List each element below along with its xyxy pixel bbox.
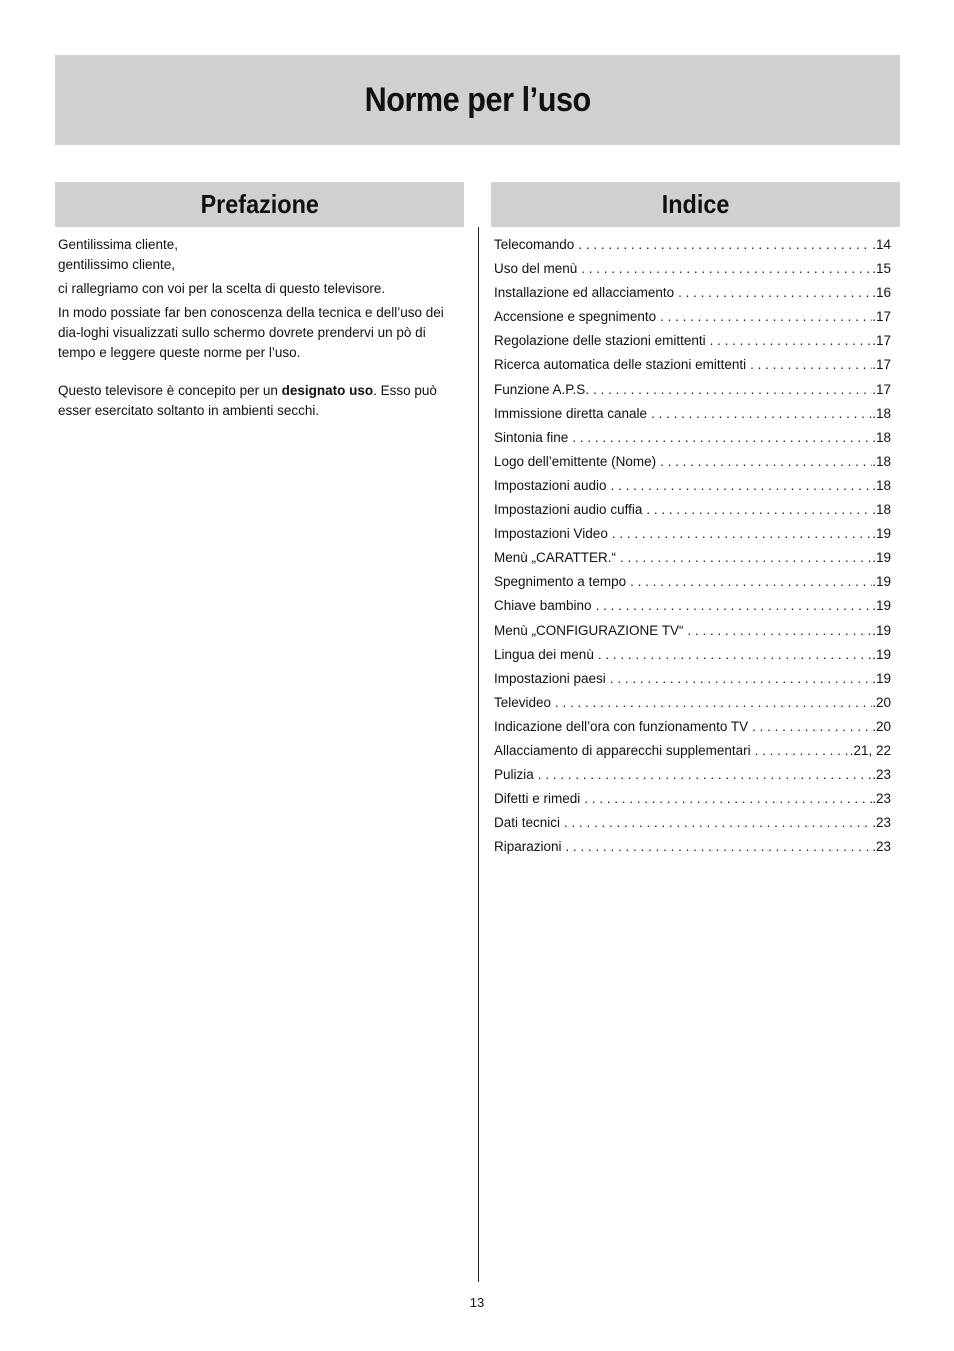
preface-text <box>58 235 462 421</box>
index-entry <box>494 259 891 283</box>
index-entry-page: .23 <box>872 767 891 783</box>
index-list <box>494 235 891 861</box>
dot-leader <box>612 524 872 544</box>
column-divider <box>478 227 479 1282</box>
index-entry-page: .23 <box>872 815 891 831</box>
index-entry-label: Ricerca automatica delle stazioni emittenti <box>494 357 747 373</box>
preface-heading: Prefazione <box>200 189 319 219</box>
index-entry-label: Accensione e spegnimento <box>494 309 657 325</box>
dot-leader <box>578 235 872 255</box>
index-entry-label: Impostazioni audio cuffia <box>494 502 643 518</box>
dot-leader <box>620 548 872 568</box>
dot-leader <box>584 789 872 809</box>
index-entry-page: .18 <box>872 405 891 421</box>
index-entry-label: Indicazione dell’ora con funzionamento TV <box>494 718 749 734</box>
index-entry-page: .19 <box>872 622 891 638</box>
dot-leader <box>538 765 872 785</box>
index-entry-page: .15 <box>872 261 891 277</box>
index-entry-page: .17 <box>872 381 891 397</box>
dot-leader <box>750 355 872 375</box>
designated-use-emphasis: designato uso <box>281 383 374 398</box>
index-entry-label: Televideo <box>494 694 552 710</box>
index-entry-label: Telecomando <box>494 237 575 252</box>
greeting-line-2: gentilissimo cliente, <box>58 257 176 272</box>
page-number: 13 <box>469 1295 485 1310</box>
index-entry <box>494 380 891 404</box>
index-entry-label: Chiave bambino <box>494 598 592 614</box>
index-entry <box>494 548 891 572</box>
preface-paragraph-3-end: . Esso può esser esercitato soltanto in ambienti secchi. <box>58 383 437 418</box>
dot-leader <box>581 259 872 279</box>
index-entry-page: .17 <box>872 357 891 373</box>
preface-paragraph-3-start: Questo televisore è concepito per un <box>58 383 282 398</box>
index-entry-page: .23 <box>872 791 891 807</box>
index-entry <box>494 452 891 476</box>
index-entry-label: Riparazioni <box>494 839 562 855</box>
index-entry <box>494 572 891 596</box>
index-entry-page: .17 <box>872 333 891 349</box>
dot-leader <box>555 693 872 713</box>
dot-leader <box>596 596 873 616</box>
dot-leader <box>660 307 872 327</box>
dot-leader <box>566 837 873 857</box>
index-entry-page: .16 <box>872 285 891 301</box>
index-entry-page: .19 <box>872 646 891 662</box>
index-entry <box>494 693 891 717</box>
index-entry-label: Difetti e rimedi <box>494 791 581 807</box>
index-entry <box>494 524 891 548</box>
index-entry-page: .21, 22 <box>849 742 891 758</box>
index-entry-label: Impostazioni audio <box>494 477 607 493</box>
dot-leader <box>611 476 873 496</box>
index-entry-page: .18 <box>872 429 891 445</box>
dot-leader <box>688 621 873 641</box>
index-entry-label: Uso del menù <box>494 261 578 277</box>
index-entry-page: .14 <box>872 237 891 252</box>
index-entry-label: Impostazioni Video <box>494 526 608 542</box>
index-entry-page: .23 <box>872 839 891 855</box>
index-entry-label: Dati tecnici <box>494 815 561 831</box>
index-entry-label: Menù „CARATTER.“ <box>494 550 617 566</box>
index-entry <box>494 669 891 693</box>
index-entry <box>494 235 891 259</box>
index-entry-page: .19 <box>872 598 891 614</box>
index-entry <box>494 645 891 669</box>
dot-leader <box>710 331 873 351</box>
index-entry-label: Impostazioni paesi <box>494 670 606 686</box>
index-entry <box>494 621 891 645</box>
index-entry-label: Pulizia <box>494 767 534 783</box>
index-entry <box>494 331 891 355</box>
index-entry-label: Funzione A.P.S. <box>494 381 590 397</box>
index-header <box>491 182 900 227</box>
index-entry-label: Allacciamento di apparecchi supplementari <box>494 742 751 758</box>
preface-header <box>55 182 464 227</box>
index-entry <box>494 428 891 452</box>
index-entry-label: Spegnimento a tempo <box>494 574 627 590</box>
index-entry-label: Sintonia fine <box>494 429 569 445</box>
dot-leader <box>598 645 872 665</box>
index-entry <box>494 765 891 789</box>
index-entry <box>494 789 891 813</box>
index-entry <box>494 404 891 428</box>
index-entry-page: .19 <box>872 550 891 566</box>
index-entry-page: .19 <box>872 526 891 542</box>
index-entry-page: .18 <box>872 502 891 518</box>
preface-paragraph-1: ci rallegriamo con voi per la scelta di questo televisore. <box>58 281 386 296</box>
index-entry-page: .19 <box>872 670 891 686</box>
dot-leader <box>593 380 872 400</box>
index-entry <box>494 500 891 524</box>
index-entry <box>494 596 891 620</box>
index-heading: Indice <box>661 189 730 219</box>
dot-leader <box>564 813 872 833</box>
index-entry <box>494 741 891 765</box>
preface-paragraph-3 <box>58 381 462 421</box>
index-entry-page: .18 <box>872 477 891 493</box>
index-entry-label: Installazione ed allacciamento <box>494 285 675 301</box>
dot-leader <box>755 741 850 761</box>
dot-leader <box>678 283 872 303</box>
dot-leader <box>646 500 872 520</box>
index-entry <box>494 813 891 837</box>
dot-leader <box>752 717 872 737</box>
index-entry-label: Lingua dei menù <box>494 646 594 662</box>
index-entry-page: .19 <box>872 574 891 590</box>
index-entry <box>494 307 891 331</box>
index-entry-label: Logo dell’emittente (Nome) <box>494 453 657 469</box>
index-entry <box>494 283 891 307</box>
dot-leader <box>630 572 872 592</box>
index-entry-label: Immissione diretta canale <box>494 405 648 421</box>
dot-leader <box>610 669 872 689</box>
index-entry-label: Menù „CONFIGURAZIONE TV“ <box>494 622 684 638</box>
index-entry <box>494 837 891 861</box>
dot-leader <box>660 452 872 472</box>
index-entry <box>494 717 891 741</box>
dot-leader <box>572 428 872 448</box>
index-entry-page: .20 <box>872 694 891 710</box>
index-entry <box>494 476 891 500</box>
index-entry-page: .18 <box>872 453 891 469</box>
index-entry-page: .20 <box>872 718 891 734</box>
index-entry-label: Regolazione delle stazioni emittenti <box>494 333 706 349</box>
index-entry <box>494 355 891 379</box>
preface-paragraph-2: In modo possiate far ben conoscenza della tecnica e dell’uso dei dia-loghi visualizzati sullo schermo dovrete prendervi un pò di tempo e leggere queste norme per l’uso. <box>58 305 444 360</box>
page-title: Norme per l’uso <box>364 80 591 119</box>
index-entry-page: .17 <box>872 309 891 325</box>
title-banner <box>55 55 900 145</box>
greeting-line-1: Gentilissima cliente, <box>58 237 179 252</box>
dot-leader <box>651 404 872 424</box>
